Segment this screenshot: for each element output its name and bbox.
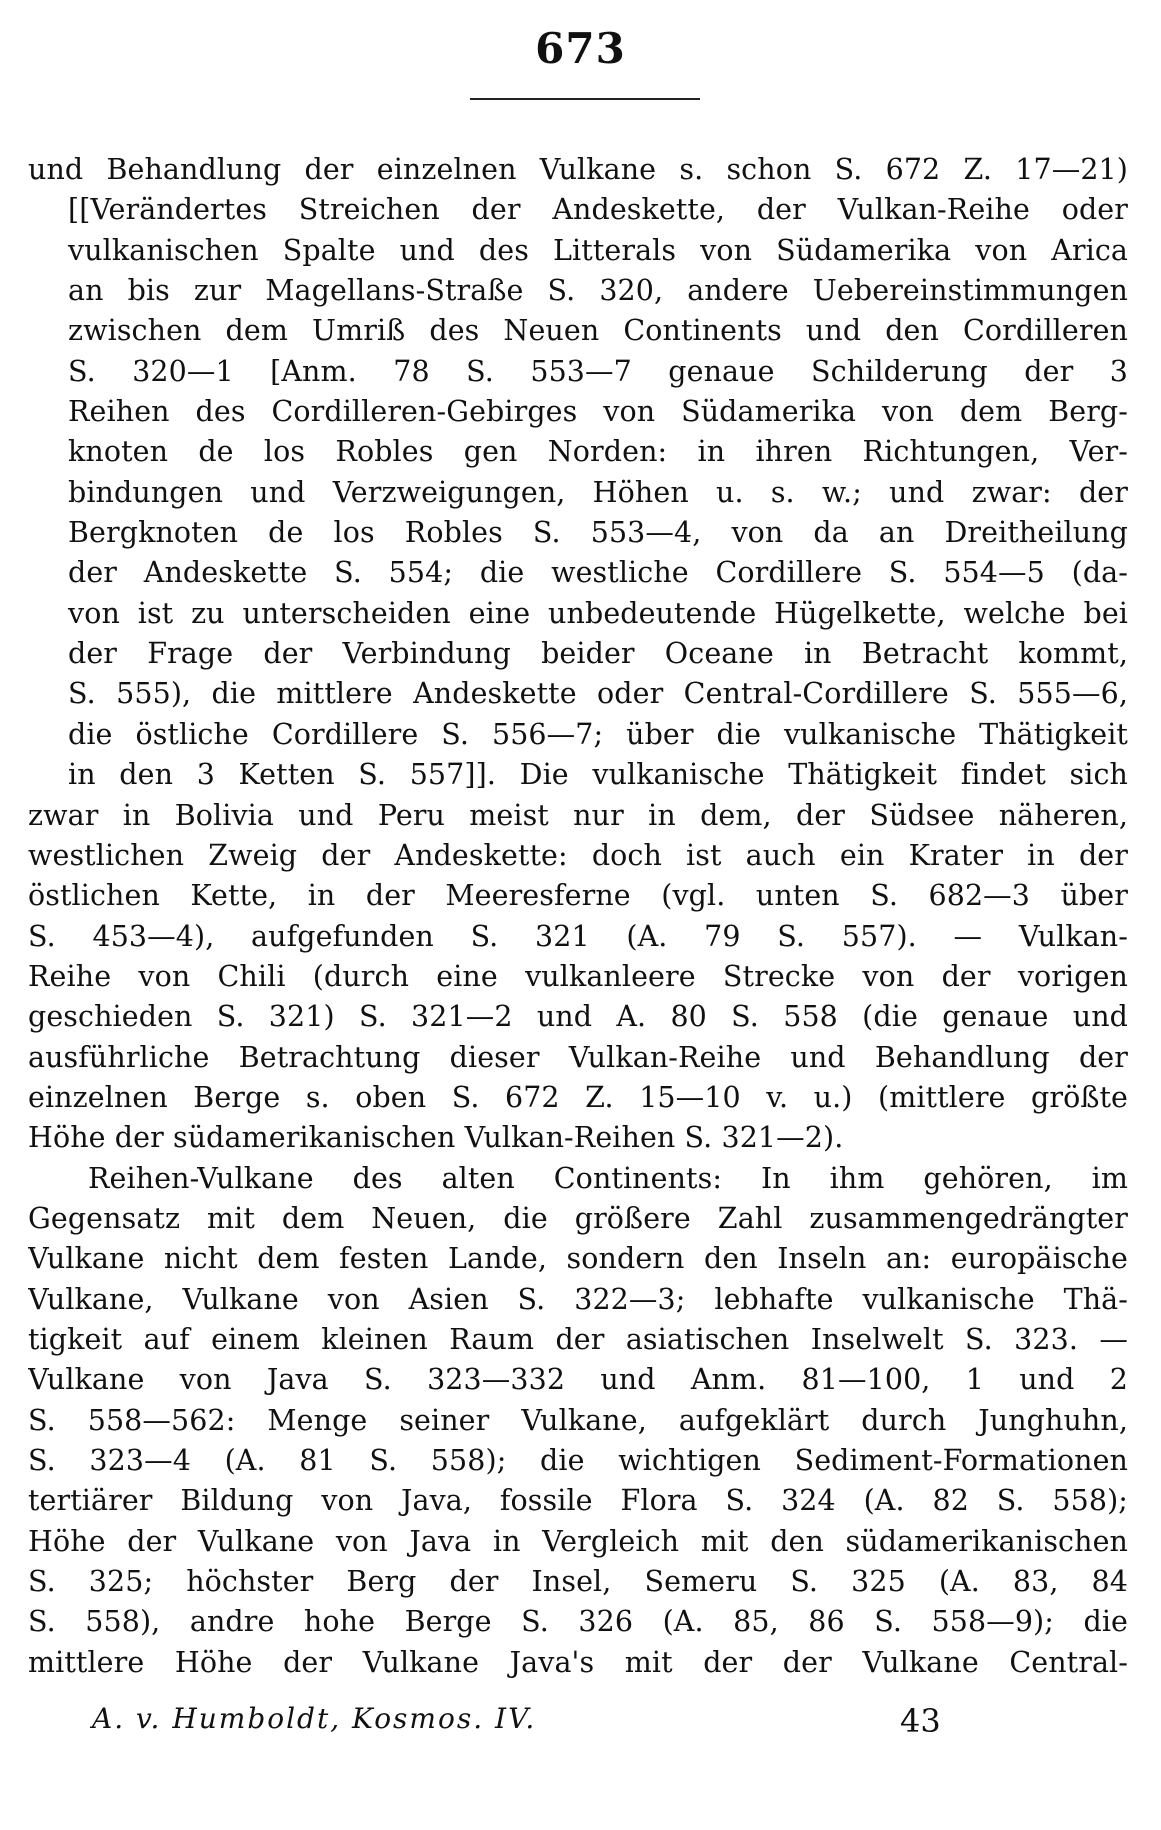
text-line: ausführliche Betrachtung dieser Vulkan-Reihe und Behandlung der (28, 1040, 1128, 1074)
text-line: Reihen-Vulkane des alten Continents: In ihm gehören, im (88, 1161, 1128, 1195)
text-line: S. 555), die mittlere Andeskette oder Central-Cordillere S. 555—6, (68, 677, 1128, 711)
text-line: Höhe der südamerikanischen Vulkan-Reihen S. 321—2). (28, 1121, 844, 1155)
body-text (28, 150, 1128, 1683)
text-line: [[Verändertes Streichen der Andeskette, der Vulkan-Reihe oder (68, 193, 1128, 227)
text-line: Gegensatz mit dem Neuen, die größere Zahl zusammengedrängter (28, 1201, 1128, 1235)
text-line: Höhe der Vulkane von Java in Vergleich mit den südamerikanischen (28, 1524, 1128, 1558)
text-line: zwischen dem Umriß des Neuen Continents und den Cordilleren (68, 314, 1128, 348)
text-line: die östliche Cordillere S. 556—7; über die vulkanische Thätigkeit (68, 717, 1128, 751)
footer (0, 1702, 1161, 1742)
page-number: 673 (535, 24, 626, 73)
text-line: von ist zu unterscheiden eine unbedeutende Hügelkette, welche bei (68, 596, 1128, 630)
header-rule (470, 98, 700, 100)
text-line: zwar in Bolivia und Peru meist nur in dem, der Südsee näheren, (28, 798, 1128, 832)
text-line: geschieden S. 321) S. 321—2 und A. 80 S. 558 (die genaue und (28, 1000, 1128, 1034)
text-line: Vulkane, Vulkane von Asien S. 322—3; lebhafte vulkanische Thä- (28, 1282, 1128, 1316)
text-line: knoten de los Robles gen Norden: in ihren Richtungen, Ver- (68, 435, 1128, 469)
text-line: S. 320—1 [Anm. 78 S. 553—7 genaue Schilderung der 3 (68, 354, 1128, 388)
printer-signature: A. v. Humboldt, Kosmos. IV. (92, 1702, 537, 1735)
text-line: S. 453—4), aufgefunden S. 321 (A. 79 S. 557). — Vulkan- (28, 919, 1128, 953)
text-line: tigkeit auf einem kleinen Raum der asiatischen Inselwelt S. 323. — (28, 1322, 1128, 1356)
sheet-number: 43 (900, 1702, 941, 1740)
text-line: in den 3 Ketten S. 557]]. Die vulkanische Thätigkeit findet sich (68, 758, 1128, 792)
text-line: einzelnen Berge s. oben S. 672 Z. 15—10 v. u.) (mittlere größte (28, 1080, 1128, 1114)
text-line: Reihe von Chili (durch eine vulkanleere Strecke von der vorigen (28, 959, 1128, 993)
text-line: an bis zur Magellans-Straße S. 320, andere Uebereinstimmungen (68, 274, 1128, 308)
text-line: S. 323—4 (A. 81 S. 558); die wichtigen Sediment-Formationen (28, 1444, 1128, 1477)
text-line: mittlere Höhe der Vulkane Java's mit der der Vulkane Central- (28, 1645, 1128, 1679)
text-line: und Behandlung der einzelnen Vulkane s. schon S. 672 Z. 17—21) (28, 153, 1128, 186)
text-line: der Andeskette S. 554; die westliche Cordillere S. 554—5 (da- (68, 556, 1128, 590)
text-line: S. 558), andre hohe Berge S. 326 (A. 85, 86 S. 558—9); die (28, 1605, 1128, 1639)
text-line: bindungen und Verzweigungen, Höhen u. s. w.; und zwar: der (68, 475, 1128, 509)
text-line: der Frage der Verbindung beider Oceane in Betracht kommt, (68, 637, 1128, 671)
text-line: Reihen des Cordilleren-Gebirges von Südamerika von dem Berg- (68, 395, 1128, 429)
text-line: tertiärer Bildung von Java, fossile Flora S. 324 (A. 82 S. 558); (28, 1484, 1128, 1518)
text-line: Vulkane nicht dem festen Lande, sondern den Inseln an: europäische (28, 1242, 1128, 1276)
text-line: S. 325; höchster Berg der Insel, Semeru S. 325 (A. 83, 84 (28, 1565, 1128, 1599)
text-line: Vulkane von Java S. 323—332 und Anm. 81—100, 1 und 2 (28, 1363, 1128, 1397)
text-line: Bergknoten de los Robles S. 553—4, von da an Dreitheilung (68, 516, 1128, 550)
text-line: vulkanischen Spalte und des Litterals von Südamerika von Arica (68, 233, 1128, 267)
text-line: S. 558—562: Menge seiner Vulkane, aufgeklärt durch Junghuhn, (28, 1403, 1128, 1437)
text-line: östlichen Kette, in der Meeresferne (vgl. unten S. 682—3 über (28, 879, 1128, 913)
text-line: westlichen Zweig der Andeskette: doch ist auch ein Krater in der (28, 838, 1128, 872)
